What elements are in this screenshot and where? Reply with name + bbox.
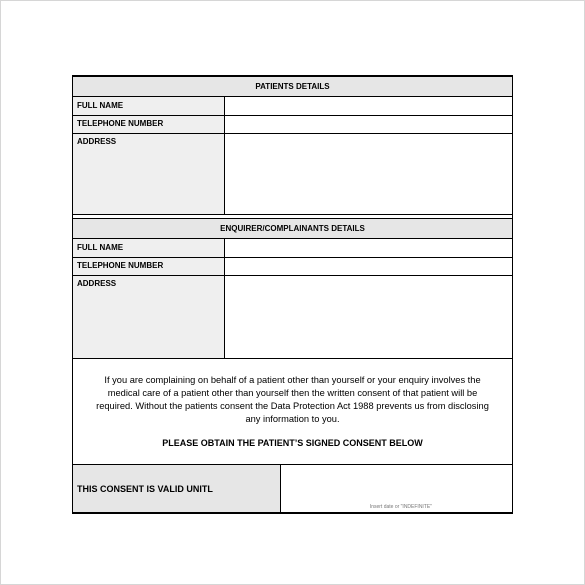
enquirer-full-name-label: FULL NAME xyxy=(73,239,225,257)
consent-date-hint: Insert date or "INDEFINITE" xyxy=(369,504,432,510)
enquirer-telephone-field[interactable] xyxy=(225,258,512,275)
patient-address-field[interactable] xyxy=(225,134,512,214)
patient-full-name-field[interactable] xyxy=(225,97,512,115)
patient-telephone-row xyxy=(73,116,512,134)
enquirer-address-field[interactable] xyxy=(225,276,512,358)
patient-telephone-label: TELEPHONE NUMBER xyxy=(73,116,225,133)
enquirer-full-name-row xyxy=(73,239,512,258)
notice-line: medical care of a patient other than yourself then the written consent of that patient will be xyxy=(107,388,478,398)
enquirer-telephone-row xyxy=(73,258,512,276)
notice-line: any information to you. xyxy=(245,414,340,424)
patient-telephone-field[interactable] xyxy=(225,116,512,133)
complaint-form xyxy=(72,75,513,514)
patient-full-name-label: FULL NAME xyxy=(73,97,225,115)
enquirer-details-header: ENQUIRER/COMPLAINANTS DETAILS xyxy=(73,219,512,239)
consent-valid-until-label: THIS CONSENT IS VALID UNITL xyxy=(73,465,281,512)
enquirer-address-label: ADDRESS xyxy=(73,276,225,358)
consent-notice xyxy=(73,359,512,465)
notice-line: required. Without the patients consent the Data Protection Act 1988 prevents us from disclosing xyxy=(96,401,489,411)
enquirer-full-name-field[interactable] xyxy=(225,239,512,257)
patient-address-row xyxy=(73,134,512,215)
enquirer-telephone-label: TELEPHONE NUMBER xyxy=(73,258,225,275)
consent-instruction: PLEASE OBTAIN THE PATIENT’S SIGNED CONSENT BELOW xyxy=(162,438,423,448)
patients-details-header: PATIENTS DETAILS xyxy=(73,77,512,97)
patient-full-name-row xyxy=(73,97,512,116)
consent-valid-until-field[interactable] xyxy=(281,465,512,512)
consent-validity-row xyxy=(73,465,512,512)
patient-address-label: ADDRESS xyxy=(73,134,225,214)
enquirer-address-row xyxy=(73,276,512,359)
notice-line: If you are complaining on behalf of a patient other than yourself or your enquiry involves the xyxy=(104,375,481,385)
